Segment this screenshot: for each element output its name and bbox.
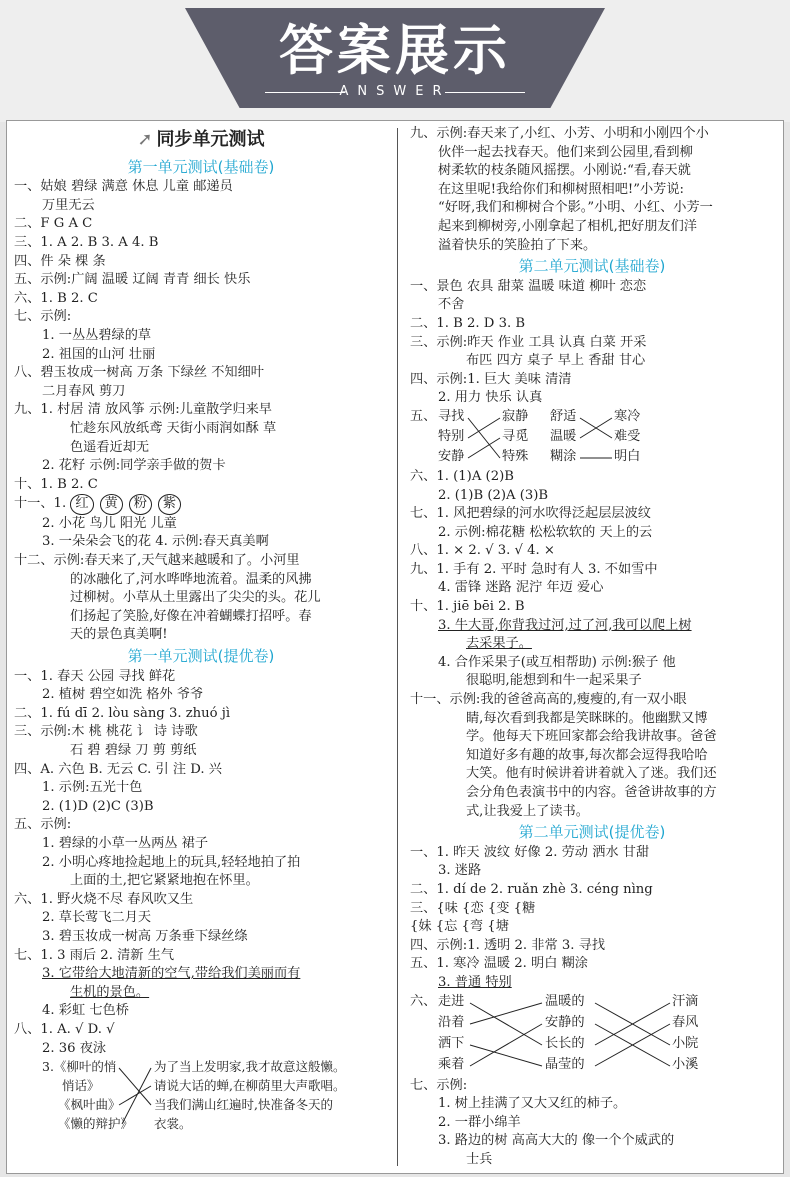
answer-line: 三、{味 {恋 {变 {糖	[410, 900, 536, 916]
answer-line: 五、1. 寒冷 温暖 2. 明白 糊涂	[410, 956, 588, 972]
right-column	[410, 125, 774, 1170]
answer-line: 去采果子。	[466, 636, 532, 652]
answer-line: 1. 示例:五光十色	[42, 780, 143, 796]
answer-line: 2. 花籽 示例:同学亲手做的贺卡	[42, 458, 226, 474]
answer-line: 4. 合作采果子(或互相帮助) 示例:猴子 他	[438, 654, 676, 670]
answer-line: 3. 牛大哥,你背我过河,过了河,我可以爬上树	[438, 617, 692, 633]
answer-line: 六、1. 野火烧不尽 春风吹又生	[14, 891, 194, 907]
match-line	[468, 438, 500, 458]
answer-line: 十一、示例:我的爸爸高高的,瘦瘦的,有一双小眼	[410, 692, 687, 708]
match-left: 糊涂	[550, 448, 577, 464]
answer-line: 睛,每次看到我都是笑眯眯的。他幽默又博	[466, 710, 708, 726]
answer-line: 过柳树。小草从土里露出了尖尖的头。花儿	[70, 590, 321, 606]
match-right: 春风	[672, 1014, 699, 1030]
answer-line: 伙伴一起去找春天。他们来到公园里,看到柳	[438, 144, 693, 160]
header-subtitle: ANSWER	[339, 84, 451, 99]
match-right: 明白	[614, 448, 641, 464]
match-left: 沿着	[438, 1014, 465, 1030]
answer-line: 不舍	[438, 297, 465, 313]
answer-line: 树柔软的枝条随风摇摆。小刚说:“看,春天就	[438, 163, 691, 179]
answer-line: 3. 碧玉妆成一树高 万条垂下绿丝绦	[42, 928, 248, 944]
answer-line: 知道好多有趣的故事,每次都会逗得我哈哈	[466, 747, 708, 763]
header-title: 答案展示	[279, 19, 511, 82]
answer-line: 色遥看近却无	[70, 439, 150, 455]
left-column	[14, 125, 388, 1138]
answer-line: 2. 植树 碧空如洗 格外 爷爷	[42, 687, 204, 703]
answer-line: 生机的景色。	[70, 984, 150, 1000]
match-right: 请说大话的蝉,在柳荫里大声歌唱。	[154, 1078, 346, 1094]
answer-line: 六、1. B 2. C	[14, 290, 98, 306]
answer-header	[0, 0, 790, 122]
answer-line: 天的景色真美啊!	[70, 627, 168, 643]
answer-line: 3. 普通 特别	[438, 974, 512, 990]
answer-line: 很聪明,能想到和牛一起采果子	[466, 673, 642, 689]
match-line	[470, 1003, 542, 1024]
match-line	[470, 1003, 542, 1045]
circled-word: 黄	[100, 494, 123, 515]
match-left: 特别	[438, 428, 465, 444]
answer-line: 1. 碧绿的小草一丛两丛 裙子	[42, 835, 209, 851]
answer-line: 三、1. A 2. B 3. A 4. B	[14, 234, 159, 250]
answer-line: 八、碧玉妆成一树高 万条 下绿丝 不知细叶	[14, 365, 264, 381]
column-divider	[397, 128, 398, 1166]
match-left: 《懒的辩护》	[58, 1116, 134, 1132]
rocket-icon: ➚	[137, 129, 153, 150]
match-left: 悄话》	[62, 1078, 100, 1094]
answer-line: 二、F G A C	[14, 216, 93, 232]
answer-line: 溢着快乐的笑脸拍了下来。	[438, 237, 597, 253]
answer-line: 八、1. A. √ D. √	[14, 1021, 115, 1037]
answer-line: 十二、示例:春天来了,天气越来越暖和了。小河里	[14, 553, 300, 569]
match-mid: 寂静	[502, 408, 529, 424]
main-title: ➚ 同步单元测试	[137, 129, 265, 150]
answer-line: 五、示例:广阔 温暖 辽阔 青青 细长 快乐	[14, 272, 251, 288]
answer-line: 一、姑娘 碧绿 满意 休息 儿童 邮递员	[14, 179, 233, 195]
answer-line: 三、示例:木 桃 桃花 讠 诗 诗歌	[14, 724, 198, 740]
answer-line: 3. 路边的树 高高大大的 像一个个威武的	[438, 1133, 675, 1149]
answer-line: 3. 一朵朵会飞的花 4. 示例:春天真美啊	[42, 534, 269, 550]
answer-line: 的冰融化了,河水哗哗地流着。温柔的风拂	[70, 571, 312, 587]
section-title: 第一单元测试(基础卷)	[127, 157, 275, 176]
answer-line: 在这里呢!我给你们和柳树照相吧!”小芳说:	[438, 181, 684, 197]
answer-line: 2. 示例:棉花糖 松松软软的 天上的云	[438, 524, 653, 540]
match-right: 为了当上发明家,我才故意这般懒。	[154, 1059, 346, 1075]
circled-word: 紫	[158, 494, 181, 515]
answer-line: 2. 小花 鸟儿 阳光 儿童	[42, 515, 177, 531]
circled-word: 粉	[129, 494, 152, 515]
answer-line: 2. (1)B (2)A (3)B	[438, 487, 549, 503]
answer-line: 布匹 四方 桌子 早上 香甜 甘心	[466, 353, 646, 369]
answer-line: 1. 树上挂满了又大又红的柿子。	[438, 1096, 627, 1112]
answer-line: 十一、1. 红 黄 粉 紫	[14, 494, 388, 515]
answer-line: {妹 {忘 {弯 {塘	[410, 919, 509, 935]
match-mid: 安静的	[545, 1014, 585, 1030]
answer-line: 1. 一丛丛碧绿的草	[42, 327, 152, 343]
answer-line: 3. 迷路	[438, 863, 482, 879]
answer-line: 八、1. × 2. √ 3. √ 4. ×	[410, 543, 555, 559]
answer-line: 上面的土,把它紧紧地抱在怀里。	[70, 873, 259, 889]
match-line	[468, 418, 500, 438]
match-left: 3.《柳叶的悄	[42, 1059, 117, 1075]
answer-line: 四、A. 六色 B. 无云 C. 引 注 D. 兴	[14, 761, 222, 777]
answer-line: 九、示例:春天来了,小红、小芳、小明和小刚四个小	[410, 126, 709, 141]
section-title: 第一单元测试(提优卷)	[127, 647, 275, 666]
matching-exercise	[410, 408, 774, 468]
match-line	[119, 1086, 151, 1105]
match-left: 乘着	[438, 1056, 465, 1072]
match-lines	[410, 408, 774, 468]
match-left: 走进	[438, 993, 465, 1009]
match-left: 舒适	[550, 408, 577, 424]
answer-line: 式,让我爱上了读书。	[466, 803, 589, 819]
answer-line: 四、示例:1. 透明 2. 非常 3. 寻找	[410, 937, 606, 953]
answer-line: 士兵	[466, 1151, 493, 1167]
match-mid: 特殊	[502, 448, 529, 464]
answer-line: 石 碧 碧绿 刀 剪 剪纸	[70, 743, 197, 758]
match-mid: 寻觅	[502, 428, 529, 444]
answer-line: 七、示例:	[14, 309, 72, 325]
answer-line: 会分角色表演书中的内容。爸爸讲故事的方	[466, 785, 717, 800]
answer-line: 三、示例:昨天 作业 工具 认真 白菜 开采	[410, 334, 647, 350]
match-line	[468, 418, 500, 458]
match-left: 安静	[438, 448, 465, 464]
answer-line: 一、1. 昨天 波纹 好像 2. 劳动 洒水 甘甜	[410, 844, 650, 860]
answer-line: 四、件 朵 棵 条	[14, 253, 106, 269]
answer-line: 2. 一群小绵羊	[438, 1114, 521, 1130]
answer-line: 2. 用力 快乐 认真	[438, 390, 543, 406]
answer-line: 二月春风 剪刀	[42, 383, 126, 399]
answer-line: 九、1. 手有 2. 平时 急时有人 3. 不如雪中	[410, 561, 658, 577]
section-title: 第二单元测试(提优卷)	[518, 823, 666, 842]
match-mid: 长长的	[545, 1035, 585, 1051]
answer-line: 七、示例:	[410, 1077, 468, 1093]
match-left: 寻找	[438, 408, 465, 424]
match-left: 温暖	[550, 428, 577, 444]
answer-line: 2. 36 夜泳	[42, 1040, 107, 1056]
answer-line: 十、1. B 2. C	[14, 476, 98, 492]
match-mid: 温暖的	[545, 993, 585, 1009]
matching-exercise	[14, 1058, 388, 1138]
match-right: 难受	[614, 428, 641, 444]
answer-line: 大笑。他有时候讲着讲着就入了迷。我们还	[466, 766, 717, 782]
match-right: 当我们满山红遍时,快准备冬天的	[154, 1097, 333, 1113]
match-right: 小院	[672, 1035, 699, 1051]
answer-line: 七、1. 风把碧绿的河水吹得泛起层层波纹	[410, 506, 651, 522]
match-left: 洒下	[438, 1035, 465, 1051]
answer-line: 十、1. jiē bēi 2. B	[410, 599, 525, 615]
section-title: 第二单元测试(基础卷)	[518, 257, 666, 276]
match-lines	[14, 1058, 388, 1138]
answer-line: 2. 草长莺飞二月天	[42, 910, 152, 926]
match-left: 《枫叶曲》	[58, 1097, 121, 1113]
answer-line: 六、1. (1)A (2)B	[410, 468, 514, 484]
matching-exercise	[410, 993, 774, 1077]
circled-word: 红	[70, 494, 93, 515]
answer-line: 四、示例:1. 巨大 美味 清清	[410, 371, 572, 387]
answer-line: 2. 祖国的山河 壮丽	[42, 346, 156, 362]
match-mid: 晶莹的	[545, 1056, 585, 1072]
answer-line: 九、1. 村居 清 放风筝 示例:儿童散学归来早	[14, 402, 272, 418]
match-line	[470, 1024, 542, 1066]
answer-line: 学。他每天下班回家都会给我讲故事。爸爸	[466, 729, 717, 745]
exercise-label: 六、	[410, 993, 437, 1009]
match-right: 汗滴	[672, 993, 699, 1009]
answer-line: 五、示例:	[14, 817, 72, 833]
match-right: 小溪	[672, 1056, 699, 1072]
answer-line: 二、1. B 2. D 3. B	[410, 315, 526, 331]
answer-line: “好呀,我们和柳树合个影。”小明、小红、小芳一	[438, 200, 713, 216]
answer-line: 万里无云	[42, 197, 95, 213]
answer-line: 们扬起了笑脸,好像在冲着蝴蝶打招呼。春	[70, 608, 312, 624]
match-line	[470, 1045, 542, 1066]
match-right: 衣裳。	[154, 1116, 192, 1132]
answer-line: 2. (1)D (2)C (3)B	[42, 798, 154, 814]
answer-line: 七、1. 3 雨后 2. 清新 生气	[14, 947, 175, 963]
match-right: 寒冷	[614, 408, 641, 424]
exercise-label: 五、	[410, 408, 437, 424]
answer-line: 起来到柳树旁,小刚拿起了相机,把好朋友们洋	[438, 218, 697, 234]
answer-line: 忙趁东风放纸鸢 天街小雨润如酥 草	[70, 420, 277, 436]
answer-line: 4. 彩虹 七色桥	[42, 1003, 129, 1019]
answer-line: 二、1. dí de 2. ruǎn zhè 3. céng nìng	[410, 881, 653, 897]
answer-line: 一、1. 春天 公园 寻找 鲜花	[14, 668, 176, 684]
answer-line: 3. 它带给大地清新的空气,带给我们美丽而有	[42, 966, 301, 982]
answer-line: 二、1. fú dī 2. lòu sàng 3. zhuó jì	[14, 705, 231, 721]
answer-line: 4. 雷锋 迷路 泥泞 年迈 爱心	[438, 580, 604, 596]
match-lines	[410, 993, 774, 1077]
answer-line: 2. 小明心疼地捡起地上的玩具,轻轻地拍了拍	[42, 854, 301, 870]
answer-line: 一、景色 农具 甜菜 温暖 味道 柳叶 恋恋	[410, 278, 647, 294]
